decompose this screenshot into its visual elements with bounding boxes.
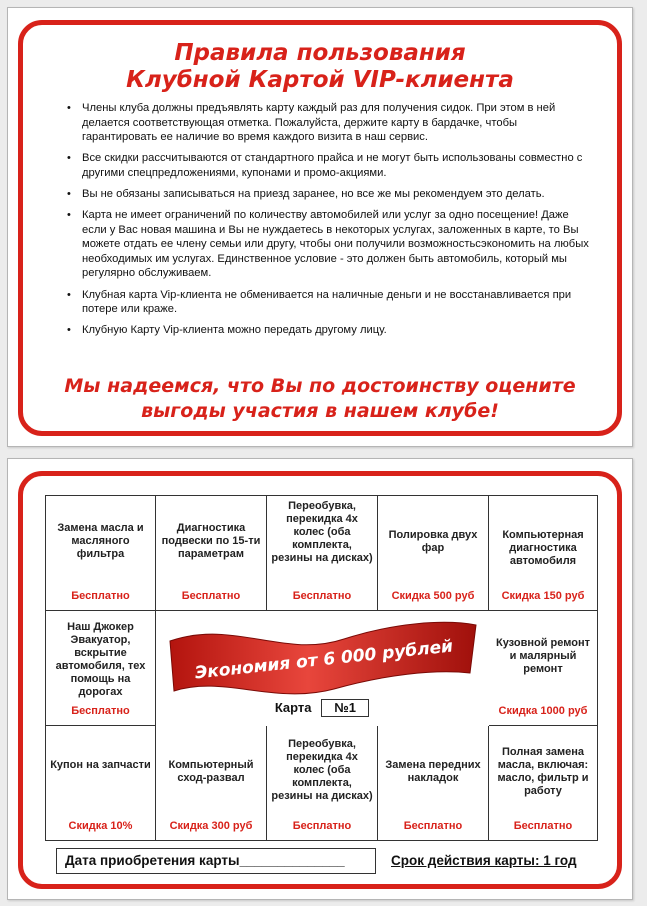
service-price: Бесплатно — [292, 820, 352, 832]
rule-item: • Карта не имеет ограничений по количеству автомобилей или услуг за одно посещение! Даже если у Вас новая машина и Вы не нуждаетесь в некоторых услугах, заложенных в карте, то Вы можете отдать ее члену семьи или другу, чтобы они получили возможностьсэкономить на любых необходимых им услугах. Единственное условие - это должен быть автомобиль, который мы регулярно обслуживаем. — [67, 209, 589, 280]
rule-item: • Члены клуба должны предъявлять карту каждый раз для получения сидок. При этом в ней делается соответствующая отметка. Пожалуйста, держите карту в бардачке, чтобы гарантировать ее наличие во время каждого визита в наш сервис. — [67, 102, 556, 144]
services-grid — [45, 495, 598, 841]
service-name: Компьютерный сход-развал — [168, 759, 254, 784]
service-cell — [156, 496, 267, 611]
banner-text: Экономия от 6 000 рублей — [193, 636, 454, 684]
service-cell — [267, 726, 378, 840]
bullet-icon: • — [67, 152, 71, 165]
service-price: Бесплатно — [71, 590, 130, 602]
rule-item: • Вы не обязаны записываться на приезд заранее, но все же мы рекомендуем это делать. — [67, 187, 545, 200]
rules-sheet — [7, 7, 633, 447]
service-name: Замена передних накладок — [385, 759, 481, 784]
service-price: Скидка 500 руб — [391, 590, 475, 602]
card-label: Карта — [274, 700, 312, 715]
rules-title-line1: Правила пользования — [174, 40, 466, 66]
rules-title-line2: Клубной Картой VIP-клиента — [126, 67, 514, 93]
service-cell — [378, 496, 489, 611]
service-cell — [489, 611, 597, 726]
service-price: Скидка 300 руб — [169, 820, 253, 832]
service-name: Переобувка, перекидка 4х колес (оба комплекта, резины на дисках) — [271, 500, 373, 564]
service-price: Бесплатно — [71, 705, 130, 717]
service-cell — [267, 496, 378, 611]
savings-banner — [164, 611, 484, 701]
bullet-icon: • — [67, 209, 71, 222]
rules-list — [60, 101, 592, 344]
slogan-line1: Мы надеемся, что Вы по достоинству оцените — [64, 375, 576, 397]
service-cell — [489, 496, 597, 611]
service-price: Бесплатно — [292, 590, 352, 602]
service-name: Кузовной ремонт и малярный ремонт — [496, 637, 590, 675]
service-price: Бесплатно — [181, 590, 241, 602]
service-cell — [489, 726, 597, 840]
service-price: Скидка 150 руб — [501, 590, 585, 602]
service-name: Диагностика подвески по 15-ти параметрам — [161, 522, 261, 560]
service-name: Купон на запчасти — [50, 759, 151, 771]
bullet-icon: • — [67, 187, 71, 200]
card-number-line — [156, 699, 488, 717]
service-name: Переобувка, перекидка 4х колес (оба комплекта, резины на дисках) — [271, 738, 373, 802]
service-cell — [46, 726, 156, 840]
club-card-sheet — [7, 458, 633, 900]
purchase-date-field: Дата приобретения карты______________ — [56, 848, 376, 874]
rule-item: • Клубную Карту Vip-клиента можно передать другому лицу. — [67, 324, 387, 337]
service-cell — [46, 611, 156, 726]
service-price: Скидка 1000 руб — [498, 705, 588, 717]
slogan-line2: выгоды участия в нашем клубе! — [141, 400, 499, 422]
bullet-icon: • — [67, 324, 71, 337]
service-name: Полировка двух фар — [388, 529, 478, 554]
rule-item: • Клубная карта Vip-клиента не обменивается на наличные деньги и не восстанавливается при потере или краже. — [67, 288, 572, 316]
rule-item: • Все скидки рассчитываются от стандартного прайса и не могут быть использованы совместно с другими спецпредложениями, купонами и промо-акциями. — [67, 152, 583, 179]
card-center — [156, 611, 488, 726]
service-cell — [156, 726, 267, 840]
validity-text: Срок действия карты: 1 год — [391, 853, 577, 868]
service-name: Полная замена масла, включая: масло, фильтр и работу — [497, 746, 589, 797]
service-name: Наш Джокер Эвакуатор, вскрытие автомобиля, тех помощь на дорогах — [55, 621, 146, 698]
bullet-icon: • — [67, 102, 71, 114]
service-price: Бесплатно — [403, 820, 463, 832]
service-cell — [46, 496, 156, 611]
service-cell — [378, 726, 489, 840]
service-price: Бесплатно — [513, 820, 573, 832]
service-name: Компьютерная диагностика автомобиля — [502, 529, 584, 567]
card-number: №1 — [321, 699, 369, 717]
service-name: Замена масла и масляного фильтра — [57, 522, 144, 560]
bullet-icon: • — [67, 288, 71, 301]
service-price: Скидка 10% — [68, 820, 133, 832]
